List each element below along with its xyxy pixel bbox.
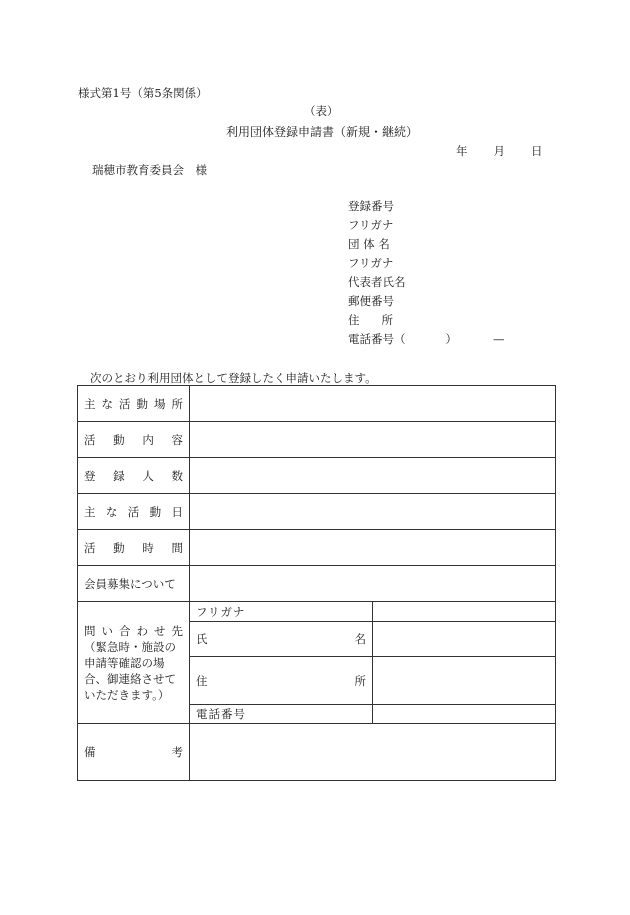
date-month-label: 月 xyxy=(493,144,505,158)
furigana-label: フリガナ xyxy=(348,218,394,232)
table-row xyxy=(78,566,556,602)
row-label-activity-days xyxy=(78,494,190,530)
label-char: 数 xyxy=(171,468,183,483)
applicant-block xyxy=(348,197,505,349)
phone-dash: — xyxy=(493,332,505,346)
activity-place-field[interactable] xyxy=(190,386,556,422)
group-name-label: 団 体 名 xyxy=(348,237,390,251)
label-char: 間 xyxy=(171,540,183,555)
label-char: 人 xyxy=(142,468,154,483)
label-char: 容 xyxy=(171,432,183,447)
activity-time-field[interactable] xyxy=(190,530,556,566)
table-row xyxy=(78,386,556,422)
label-char: 名 xyxy=(354,632,366,646)
label-char: 日 xyxy=(171,504,183,519)
date-year-label: 年 xyxy=(456,144,468,158)
row-label-activity-place xyxy=(78,386,190,422)
label-char: 活 xyxy=(84,432,96,447)
label-char: 主 xyxy=(84,504,96,519)
furigana-label: フリガナ xyxy=(348,256,394,270)
representative-name-label: 代表者氏名 xyxy=(348,275,406,289)
row-label-remarks xyxy=(78,724,190,781)
member-count-field[interactable] xyxy=(190,458,556,494)
form-number: 様式第1号（第5条関係） xyxy=(78,86,208,100)
contact-address-label xyxy=(190,657,373,705)
date-day-label: 日 xyxy=(531,144,543,158)
table-row xyxy=(78,724,556,781)
addressee: 瑞穂市教育委員会 様 xyxy=(92,163,207,177)
table-row xyxy=(78,422,556,458)
row-label-activity-time xyxy=(78,530,190,566)
phone-close-paren: ） xyxy=(445,332,457,346)
label-char: 動 xyxy=(136,396,148,411)
recruitment-field[interactable] xyxy=(190,566,556,602)
table-row xyxy=(78,458,556,494)
document-title: 利用団体登録申請書（新規・継続） xyxy=(226,125,419,139)
activity-content-field[interactable] xyxy=(190,422,556,458)
contact-phone-label: 電話番号 xyxy=(190,705,373,724)
label-char: な xyxy=(105,504,118,519)
label-char: 内 xyxy=(142,432,154,447)
row-label-recruitment: 会員募集について xyxy=(78,566,190,602)
label-char: 動 xyxy=(113,540,125,555)
table-row xyxy=(78,530,556,566)
label-char: 活 xyxy=(119,396,131,411)
row-label-contact xyxy=(78,602,190,724)
row-label-member-count xyxy=(78,458,190,494)
label-char: 動 xyxy=(149,504,162,519)
contact-heading xyxy=(84,623,183,639)
label-char: い xyxy=(101,623,113,638)
label-char: 所 xyxy=(354,673,366,688)
label-char: 所 xyxy=(171,396,183,411)
label-char: 先 xyxy=(171,623,183,638)
label-char: 登 xyxy=(84,468,96,483)
label-char: 時 xyxy=(142,540,154,555)
address-label-part: 住 xyxy=(348,313,360,327)
label-char: な xyxy=(101,396,113,411)
registration-number-label: 登録番号 xyxy=(348,199,394,213)
address-label xyxy=(348,311,505,330)
activity-days-field[interactable] xyxy=(190,494,556,530)
postal-code-label: 郵便番号 xyxy=(348,294,394,308)
contact-furigana-field[interactable] xyxy=(373,602,556,622)
phone-label xyxy=(348,330,505,349)
label-char: 考 xyxy=(171,745,183,759)
label-char: 活 xyxy=(127,504,140,519)
contact-address-field[interactable] xyxy=(373,657,556,705)
label-char: せ xyxy=(154,623,166,638)
label-char: 主 xyxy=(84,396,96,411)
table-row xyxy=(78,602,556,622)
contact-name-field[interactable] xyxy=(373,622,556,657)
label-char: 録 xyxy=(113,468,125,483)
label-char: わ xyxy=(136,623,148,638)
address-label-part: 所 xyxy=(381,313,393,327)
side-label: （表） xyxy=(304,104,339,118)
contact-furigana-label: フリガナ xyxy=(190,602,373,622)
label-char: 合 xyxy=(119,623,131,638)
intro-text: 次のとおり利用団体として登録したく申請いたします。 xyxy=(90,371,377,385)
phone-label-text: 電話番号（ xyxy=(348,332,406,346)
label-char: 備 xyxy=(84,745,96,759)
label-char: 場 xyxy=(154,396,166,411)
label-char: 氏 xyxy=(196,632,208,646)
contact-phone-field[interactable] xyxy=(373,705,556,724)
remarks-field[interactable] xyxy=(190,724,556,781)
label-char: 問 xyxy=(84,623,96,638)
label-char: 住 xyxy=(196,673,208,688)
application-table xyxy=(77,385,556,781)
table-row xyxy=(78,494,556,530)
contact-name-label xyxy=(190,622,373,657)
date-line xyxy=(456,143,543,159)
row-label-activity-content xyxy=(78,422,190,458)
label-char: 活 xyxy=(84,540,96,555)
contact-note: （緊急時・施設の申請等確認の場合、御連絡させていただきます。） xyxy=(84,639,176,702)
label-char: 動 xyxy=(113,432,125,447)
